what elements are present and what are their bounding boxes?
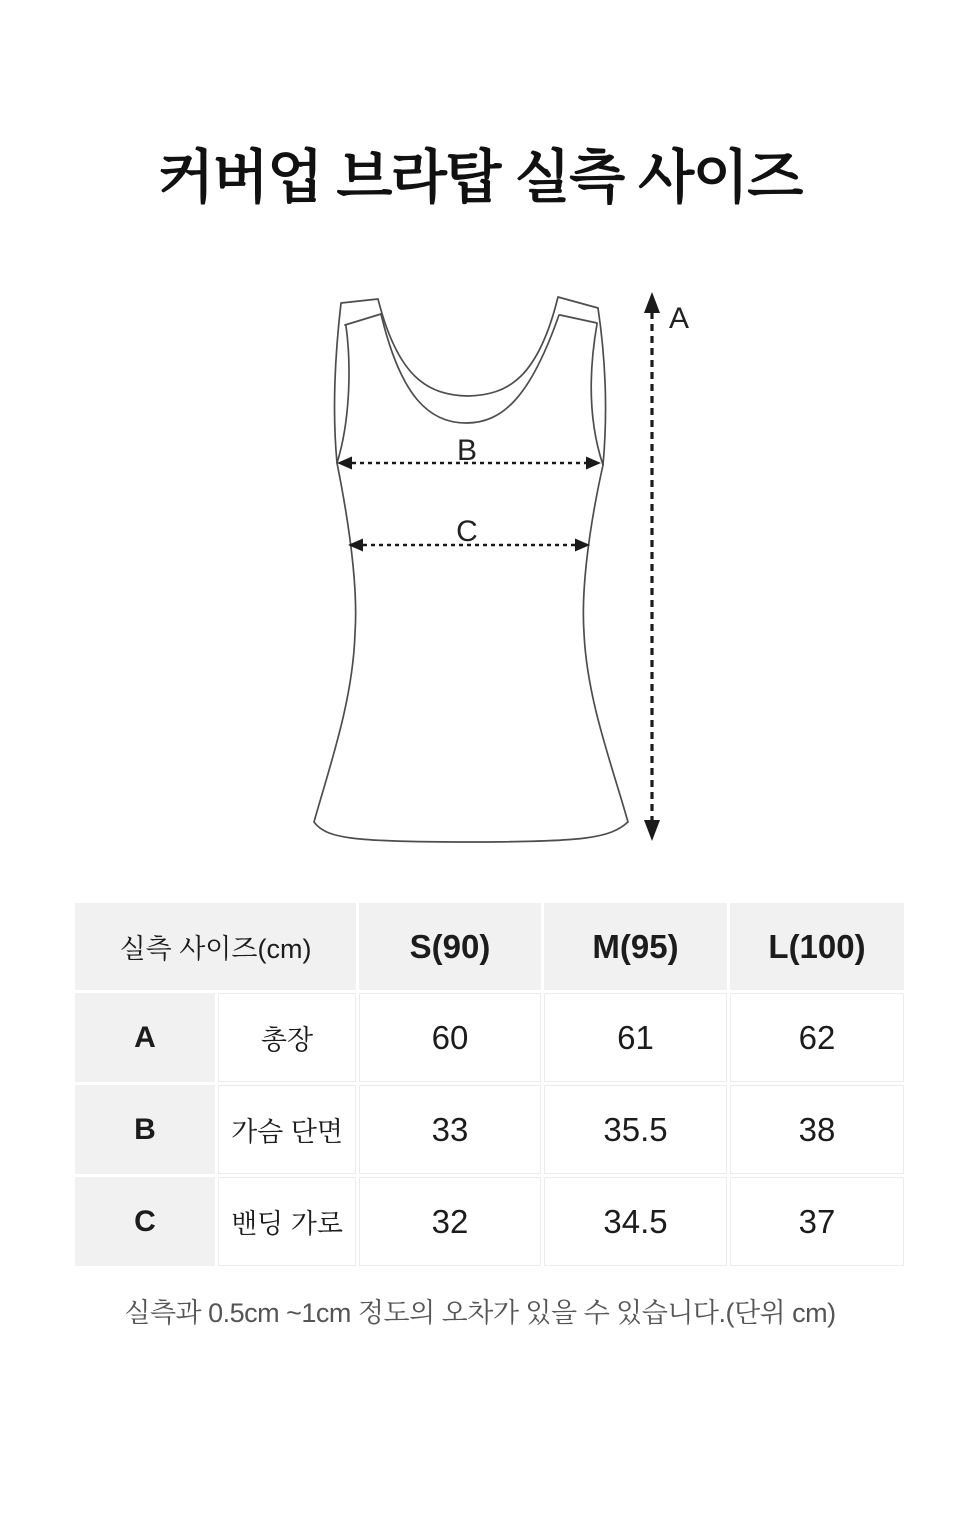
measurement-arrow-a xyxy=(644,292,689,841)
value-c-m: 34.5 xyxy=(544,1177,727,1266)
value-b-m: 35.5 xyxy=(544,1085,727,1174)
value-b-l: 38 xyxy=(730,1085,904,1174)
value-a-s: 60 xyxy=(359,993,541,1082)
row-name-band-width: 밴딩 가로 xyxy=(218,1177,356,1266)
size-table-header-row xyxy=(75,903,904,990)
size-column-l: L(100) xyxy=(730,903,904,990)
size-column-s: S(90) xyxy=(359,903,541,990)
size-table xyxy=(72,900,907,1269)
value-a-m: 61 xyxy=(544,993,727,1082)
garment-measurement-diagram xyxy=(0,260,960,880)
label-a: A xyxy=(668,302,690,335)
page-title: 커버업 브라탑 실측 사이즈 xyxy=(158,145,802,210)
measurement-tolerance-note: 실측과 0.5cm ~1cm 정도의 오차가 있을 수 있습니다.(단위 cm) xyxy=(124,1298,836,1328)
table-row xyxy=(75,1085,904,1174)
tank-top-outline xyxy=(314,297,628,842)
size-column-m: M(95) xyxy=(544,903,727,990)
measurement-arrow-b xyxy=(337,434,601,470)
value-c-l: 37 xyxy=(730,1177,904,1266)
row-key-a: A xyxy=(75,993,215,1082)
value-a-l: 62 xyxy=(730,993,904,1082)
row-key-b: B xyxy=(75,1085,215,1174)
value-b-s: 33 xyxy=(359,1085,541,1174)
right-strap-seam xyxy=(560,315,597,323)
value-c-s: 32 xyxy=(359,1177,541,1266)
table-row xyxy=(75,993,904,1082)
row-name-chest-width: 가슴 단면 xyxy=(218,1085,356,1174)
left-armhole xyxy=(337,326,349,463)
right-armhole xyxy=(591,324,603,465)
label-c: C xyxy=(456,515,478,548)
left-strap-seam xyxy=(345,314,381,325)
table-row xyxy=(75,1177,904,1266)
measurement-arrow-c xyxy=(348,515,590,552)
label-b: B xyxy=(456,434,478,467)
table-corner-label: 실측 사이즈(cm) xyxy=(75,903,356,990)
row-name-total-length: 총장 xyxy=(218,993,356,1082)
row-key-c: C xyxy=(75,1177,215,1266)
